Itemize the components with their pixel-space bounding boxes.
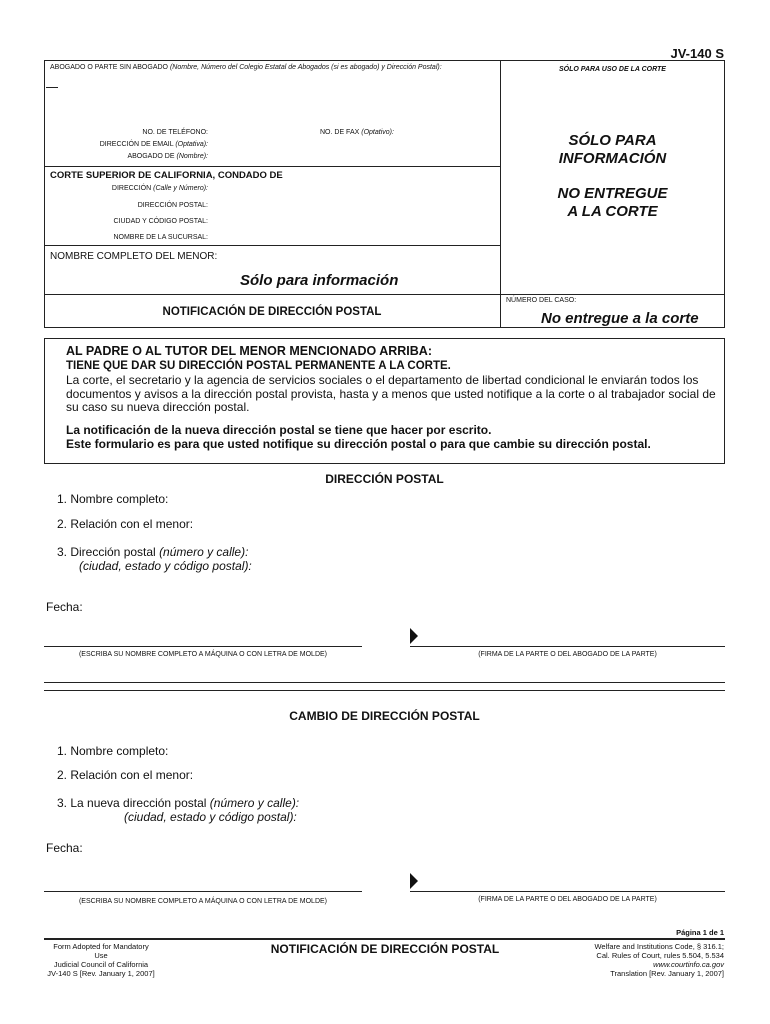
court-use-no-deliver xyxy=(500,185,725,221)
court-branch-label: NOMBRE DE LA SUCURSAL: xyxy=(113,234,208,241)
section1-printed-name-field[interactable] xyxy=(44,626,362,646)
phone-label: NO. DE TELÉFONO: xyxy=(142,129,208,136)
section1-item3-line2: (ciudad, estado y código postal): xyxy=(79,559,252,573)
court-branch-field[interactable] xyxy=(212,232,492,243)
section1-date-field[interactable] xyxy=(84,598,284,614)
fax-label: NO. DE FAX xyxy=(320,129,360,136)
court-street-label: DIRECCIÓN xyxy=(111,185,152,192)
court-use-no-deliver-line2: A LA CORTE xyxy=(567,203,658,220)
footer-right-line1: Welfare and Institutions Code, § 316.1; xyxy=(594,942,724,951)
section2-name-caption: (ESCRIBA SU NOMBRE COMPLETO A MÁQUINA O CON LETRA DE MOLDE) xyxy=(78,898,328,905)
section1-name-field[interactable] xyxy=(170,490,720,506)
notice-bold xyxy=(66,424,716,451)
separator-bottom xyxy=(44,690,725,691)
section2-address-field[interactable] xyxy=(292,794,720,824)
section1-signature-line xyxy=(410,646,725,647)
section2-signature-field[interactable] xyxy=(420,871,725,891)
section1-item2: 2. Relación con el menor: xyxy=(57,517,194,531)
section2-item3-label: 3. La nueva dirección postal xyxy=(57,796,207,810)
court-use-info-line2: INFORMACIÓN xyxy=(558,150,667,167)
section2-signature-line xyxy=(410,891,725,892)
case-label: NÚMERO DEL CASO: xyxy=(506,297,577,304)
case-watermark: No entregue a la corte xyxy=(541,310,699,327)
court-use-info-line1: SÓLO PARA xyxy=(568,132,657,149)
section1-name-line xyxy=(44,646,362,647)
fax-label-block xyxy=(320,129,394,136)
footer-left-line3: JV-140 S [Rev. January 1, 2007] xyxy=(47,969,155,978)
section1-name-caption: (ESCRIBA SU NOMBRE COMPLETO A MÁQUINA O CON LETRA DE MOLDE) xyxy=(78,651,328,658)
section1-signature-arrow-icon xyxy=(410,628,418,644)
footer-left xyxy=(46,942,156,978)
court-street-field[interactable] xyxy=(212,183,492,194)
phone-field[interactable] xyxy=(212,127,312,138)
section1-address-field[interactable] xyxy=(246,543,720,573)
attorney-field[interactable] xyxy=(48,75,493,125)
attorney-label: ABOGADO O PARTE SIN ABOGADO xyxy=(50,64,168,71)
section1-item3 xyxy=(57,545,248,559)
notice-body-line1: La corte, el secretario y la agencia de servicios sociales o el departamento de libertad condicional le enviarán todos los xyxy=(66,373,699,387)
footer-right xyxy=(524,942,724,978)
notice-heading: AL PADRE O AL TUTOR DEL MENOR MENCIONADO ARRIBA: xyxy=(66,344,432,358)
court-mailing-label: DIRECCIÓN POSTAL: xyxy=(137,202,208,209)
footer-left-line1: Form Adopted for Mandatory Use xyxy=(53,942,149,960)
section2-date-label: Fecha: xyxy=(46,841,83,855)
section1-signature-field[interactable] xyxy=(420,626,725,646)
case-number-field[interactable] xyxy=(504,306,722,326)
section2-relation-field[interactable] xyxy=(190,766,720,782)
court-street-detail: (Calle y Número): xyxy=(153,185,208,192)
footer-right-line3: www.courtinfo.ca.gov xyxy=(653,960,724,969)
divider-court xyxy=(44,166,500,167)
child-label: NOMBRE COMPLETO DEL MENOR: xyxy=(50,251,218,262)
section2-signature-caption: (FIRMA DE LA PARTE O DEL ABOGADO DE LA PARTE) xyxy=(478,896,657,903)
court-city-label: CIUDAD Y CÓDIGO POSTAL: xyxy=(113,218,208,225)
attorney-for-label-block xyxy=(60,153,208,160)
footer-rule xyxy=(44,938,725,940)
section2-item3-line2: (ciudad, estado y código postal): xyxy=(124,810,297,824)
section2-item1: 1. Nombre completo: xyxy=(57,744,169,758)
section2-item3 xyxy=(57,796,299,810)
divider-child xyxy=(44,245,500,246)
court-street-label-block xyxy=(60,185,208,192)
section1-item1: 1. Nombre completo: xyxy=(57,492,169,506)
header-form-title: NOTIFICACIÓN DE DIRECCIÓN POSTAL xyxy=(162,306,382,318)
email-optional: (Optativa): xyxy=(175,141,208,148)
court-use-no-deliver-line1: NO ENTREGUE xyxy=(557,185,668,202)
section2-title: CAMBIO DE DIRECCIÓN POSTAL xyxy=(289,709,480,723)
section2-printed-name-field[interactable] xyxy=(44,871,362,891)
child-name-field[interactable] xyxy=(48,263,493,291)
section2-signature-arrow-icon xyxy=(410,873,418,889)
child-watermark: Sólo para información xyxy=(240,272,399,289)
notice-bold-line1: La notificación de la nueva dirección postal se tiene que hacer por escrito. xyxy=(66,423,492,437)
notice-bold-line2: Este formulario es para que usted notifique su dirección postal o para que cambie su dirección postal. xyxy=(66,436,651,451)
notice-body xyxy=(66,374,716,415)
divider-title xyxy=(44,294,725,295)
email-label-block xyxy=(60,141,208,148)
email-field[interactable] xyxy=(212,139,492,150)
attorney-for-field[interactable] xyxy=(212,151,492,162)
footer-title: NOTIFICACIÓN DE DIRECCIÓN POSTAL xyxy=(270,942,500,956)
court-use-info xyxy=(500,132,725,168)
section1-signature-caption: (FIRMA DE LA PARTE O DEL ABOGADO DE LA PARTE) xyxy=(478,651,657,658)
section1-item3-italic: (número y calle): xyxy=(159,545,249,559)
footer-page: Página 1 de 1 xyxy=(676,928,724,937)
notice-subheading: TIENE QUE DAR SU DIRECCIÓN POSTAL PERMANENTE A LA CORTE. xyxy=(66,360,451,372)
section1-date-label: Fecha: xyxy=(46,600,83,614)
separator-top xyxy=(44,682,725,683)
court-mailing-field[interactable] xyxy=(212,200,492,211)
section1-relation-field[interactable] xyxy=(192,515,720,531)
form-code: JV-140 S xyxy=(670,46,724,61)
attorney-label-block xyxy=(50,64,490,71)
footer-right-line4: Translation [Rev. January 1, 2007] xyxy=(610,969,724,978)
notice-body-line2: documentos y avisos a la dirección postal provista, hasta y a menos que usted notifique a la corte o al trabajador social de xyxy=(66,386,716,401)
attorney-for-label: ABOGADO DE xyxy=(127,153,175,160)
section1-title: DIRECCIÓN POSTAL xyxy=(325,472,444,486)
notice-body-line3: su caso su nueva dirección postal. xyxy=(66,400,250,414)
court-city-field[interactable] xyxy=(212,216,492,227)
fax-optional: (Optativo): xyxy=(361,129,394,136)
section2-date-field[interactable] xyxy=(84,839,284,855)
footer-left-line2: Judicial Council of California xyxy=(53,960,149,969)
footer-right-line2: Cal. Rules of Court, rules 5.504, 5.534 xyxy=(596,951,724,960)
court-use-header: SÓLO PARA USO DE LA CORTE xyxy=(559,66,666,73)
section1-item3-label: 3. Dirección postal xyxy=(57,545,156,559)
section2-name-field[interactable] xyxy=(166,742,720,758)
email-label: DIRECCIÓN DE EMAIL xyxy=(99,141,174,148)
attorney-for-detail: (Nombre): xyxy=(176,153,208,160)
fax-field[interactable] xyxy=(402,127,492,138)
section2-item2: 2. Relación con el menor: xyxy=(57,768,194,782)
section2-item3-italic: (número y calle): xyxy=(209,796,300,810)
section2-name-line xyxy=(44,891,362,892)
attorney-label-detail: (Nombre, Número del Colegio Estatal de Abogados (si es abogado) y Dirección Postal): xyxy=(169,64,442,71)
court-title: CORTE SUPERIOR DE CALIFORNIA, CONDADO DE xyxy=(50,170,283,181)
